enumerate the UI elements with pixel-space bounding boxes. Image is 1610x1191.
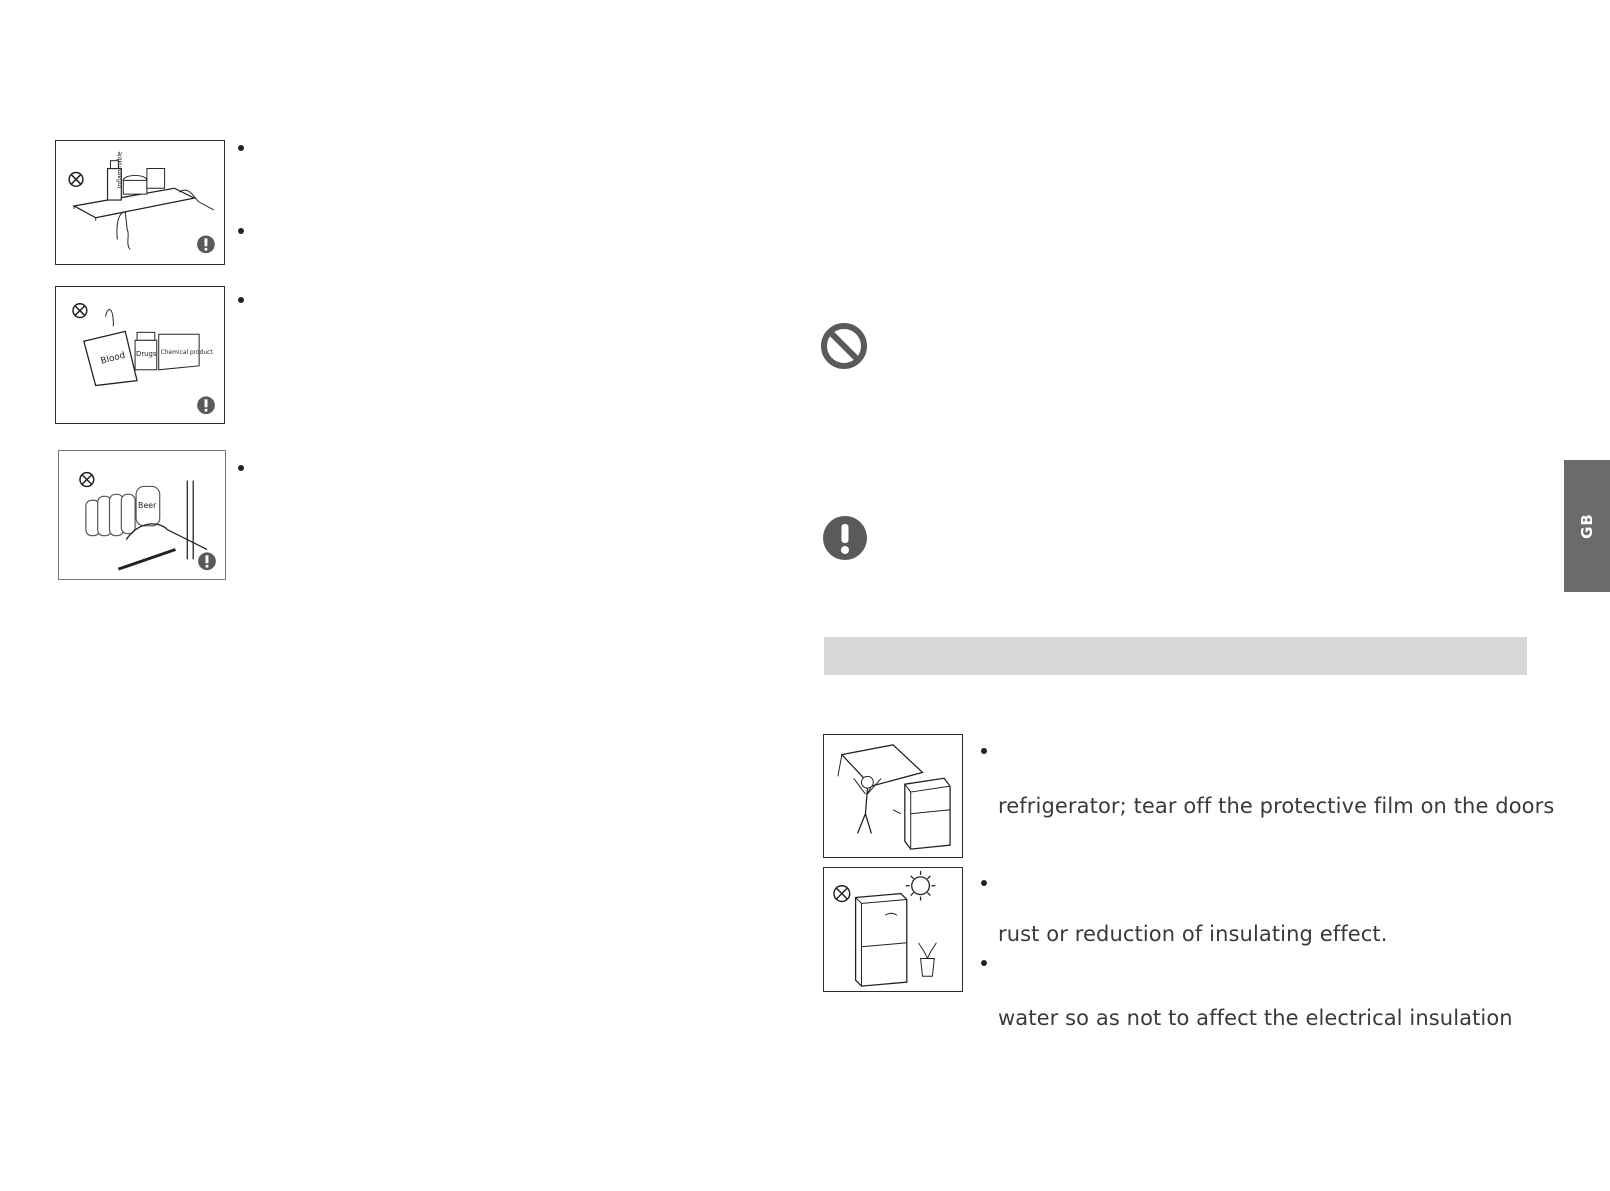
- bullet: [238, 297, 244, 303]
- section-heading-bar: [824, 637, 1527, 675]
- blood-label: Blood: [99, 350, 127, 367]
- instruction-text: rust or reduction of insulating effect.: [998, 922, 1388, 946]
- sun-moisture-illustration: [824, 868, 962, 991]
- exclamation-icon: [197, 396, 215, 414]
- cross-circle-icon: [834, 886, 850, 902]
- drugs-label: Drugs: [136, 349, 157, 358]
- exclamation-icon: [197, 235, 215, 253]
- figure-shelf-bottles: [55, 140, 225, 265]
- exclamation-icon: [198, 552, 216, 570]
- bullet: [238, 465, 244, 471]
- figure-sun-moisture: [823, 867, 963, 992]
- instruction-text: refrigerator; tear off the protective film on the doors: [998, 794, 1555, 818]
- unpacking-illustration: [824, 735, 962, 857]
- language-tab: [1564, 460, 1610, 592]
- bullet: [981, 880, 987, 886]
- prohibition-icon: [820, 322, 868, 370]
- bullet: [981, 960, 987, 966]
- figure-beer-cans: [58, 450, 226, 580]
- cross-circle-icon: [69, 172, 83, 186]
- cross-circle-icon: [80, 473, 94, 487]
- chemical-label: Chemical product: [160, 350, 213, 357]
- figure-blood-drugs: [55, 286, 225, 424]
- instruction-text: water so as not to affect the electrical insulation: [998, 1006, 1513, 1030]
- sun-icon: [906, 871, 936, 901]
- blood-drugs-illustration: [56, 287, 224, 423]
- inflammable-label: Inflammable: [117, 151, 124, 189]
- beer-label: Beer: [138, 501, 157, 511]
- language-tab-label: GB: [1578, 513, 1596, 539]
- bullet: [238, 145, 244, 151]
- beer-cans-illustration: [59, 451, 225, 579]
- cross-circle-icon: [73, 304, 87, 318]
- shelf-bottles-illustration: [56, 141, 224, 264]
- bullet: [981, 748, 987, 754]
- bullet: [238, 228, 244, 234]
- exclamation-icon: [822, 515, 868, 561]
- figure-unpacking: [823, 734, 963, 858]
